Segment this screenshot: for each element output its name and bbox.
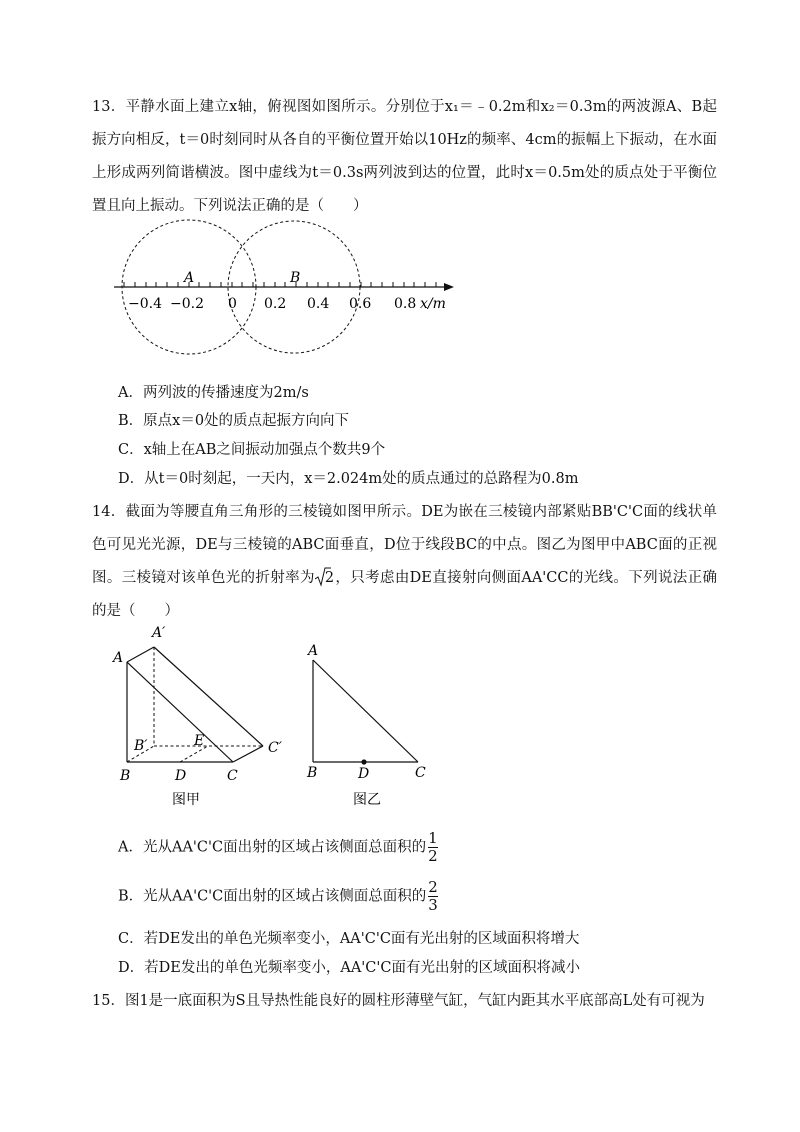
source-b-label: B <box>290 270 301 286</box>
tick-label: −0.2 <box>170 296 204 312</box>
option-text: 两列波的传播速度为2m/s <box>142 385 309 401</box>
label-b: B <box>307 765 318 781</box>
figure-caption: 图乙 <box>353 792 381 808</box>
q13-option-a[interactable] <box>118 382 309 404</box>
q14-option-c[interactable] <box>118 928 579 950</box>
question-text: 图1是一底面积为S且导热性能良好的圆柱形薄壁气缸，气缸内距其水平底部高L处有可视为 <box>124 993 705 1009</box>
edge-aa <box>127 647 154 662</box>
q14-option-d[interactable] <box>118 957 580 979</box>
option-label: B． <box>118 413 144 429</box>
label-b: B <box>120 768 131 784</box>
figure-caption: 图甲 <box>172 792 200 808</box>
label-a-prime: A′ <box>152 625 166 641</box>
option-label: A． <box>118 385 143 401</box>
question-text: 截面为等腰直角三角形的三棱镜如图甲所示。DE为嵌在三棱镜内部紧贴BB'C'C面的线状单色可见光光源，DE与三棱镜的ABC面垂直，D位于线段BC的中点。图乙为图甲中ABC面的正视图。三棱镜对该单色光的折射率为 <box>92 504 717 586</box>
option-text: 光从AA'C'C面出射的区域占该侧面总面积的 <box>143 888 427 905</box>
option-text: 光从AA'C'C面出射的区域占该侧面总面积的 <box>142 839 427 856</box>
tick-label: −0.4 <box>128 296 162 312</box>
option-text: 从t＝0时刻起，一天内，x＝2.024m处的质点通过的总路程为0.8m <box>144 471 579 487</box>
question-text-cont: ，只考虑由DE直接射向侧面AA'CC的光线。下列说法正确的是（ ） <box>92 570 718 619</box>
label-b-prime: B′ <box>134 738 148 754</box>
label-d: D <box>175 768 187 784</box>
edge-cc <box>233 746 263 762</box>
fraction-numerator: 2 <box>428 878 438 896</box>
q13-option-c[interactable] <box>118 439 385 461</box>
edge-a-c-prime <box>154 647 263 746</box>
tick-label: 0.4 <box>307 296 330 312</box>
option-text: x轴上在AB之间振动加强点个数共9个 <box>143 442 386 458</box>
x-axis-arrow-icon <box>444 283 454 291</box>
option-text: 原点x＝0处的质点起振方向向下 <box>143 413 350 429</box>
fraction <box>428 879 438 914</box>
q13-option-d[interactable] <box>118 468 578 490</box>
axis-label: x/m <box>420 296 446 312</box>
option-label: B． <box>118 888 144 905</box>
option-text: 若DE发出的单色光频率变小，AA'C'C面有光出射的区域面积将增大 <box>143 931 580 947</box>
sqrt-value: 2 <box>324 570 335 586</box>
question-14 <box>92 496 717 628</box>
prism-figure-a <box>108 618 298 813</box>
q13-option-b[interactable] <box>118 410 349 432</box>
tick-label: 0.2 <box>264 296 287 312</box>
fraction-denominator: 2 <box>428 847 438 865</box>
wave-figure <box>108 216 468 358</box>
option-label: C． <box>118 931 144 947</box>
side-ac <box>313 660 418 762</box>
prism-figure-b <box>298 636 448 813</box>
label-c-prime: C′ <box>268 740 282 756</box>
point-d <box>361 759 366 764</box>
q14-option-a[interactable] <box>118 830 438 865</box>
option-label: D． <box>118 960 145 976</box>
fraction-numerator: 1 <box>428 829 438 847</box>
question-text: 平静水面上建立x轴，俯视图如图所示。分别位于x₁＝﹣0.2m和x₂＝0.3m的两波源A、B起振方向相反，t＝0时刻同时从各自的平衡位置开始以10Hz的频率、4cm的振幅上下振动，在水面上形成两列简谐横波。图中虚线为t＝0.3s两列波到达的位置，此时x＝0.5m处的质点处于平衡位置且向上振动。下列说法正确的是（ ） <box>92 99 718 214</box>
option-text: 若DE发出的单色光频率变小，AA'C'C面有光出射的区域面积将减小 <box>144 960 580 976</box>
fraction-denominator: 3 <box>428 896 438 914</box>
question-number: 13． <box>92 99 126 115</box>
question-number: 15． <box>92 993 125 1009</box>
label-d: D <box>358 766 370 782</box>
label-a: A <box>113 650 124 666</box>
sqrt-symbol <box>315 562 335 595</box>
fraction <box>428 830 438 865</box>
tick-label: 0 <box>228 296 237 312</box>
tick-label: 0.6 <box>349 296 372 312</box>
tick-label: 0.8 <box>394 296 417 312</box>
option-label: C． <box>118 442 144 458</box>
label-e: E <box>194 733 205 749</box>
source-a-label: A <box>184 270 195 286</box>
q14-option-b[interactable] <box>118 879 438 914</box>
question-13 <box>92 91 717 223</box>
label-c: C <box>415 765 426 781</box>
question-15 <box>92 985 717 1018</box>
question-number: 14． <box>92 504 126 520</box>
option-label: A． <box>118 839 143 856</box>
option-label: D． <box>118 471 145 487</box>
label-c: C <box>227 768 238 784</box>
label-a: A <box>308 643 319 659</box>
